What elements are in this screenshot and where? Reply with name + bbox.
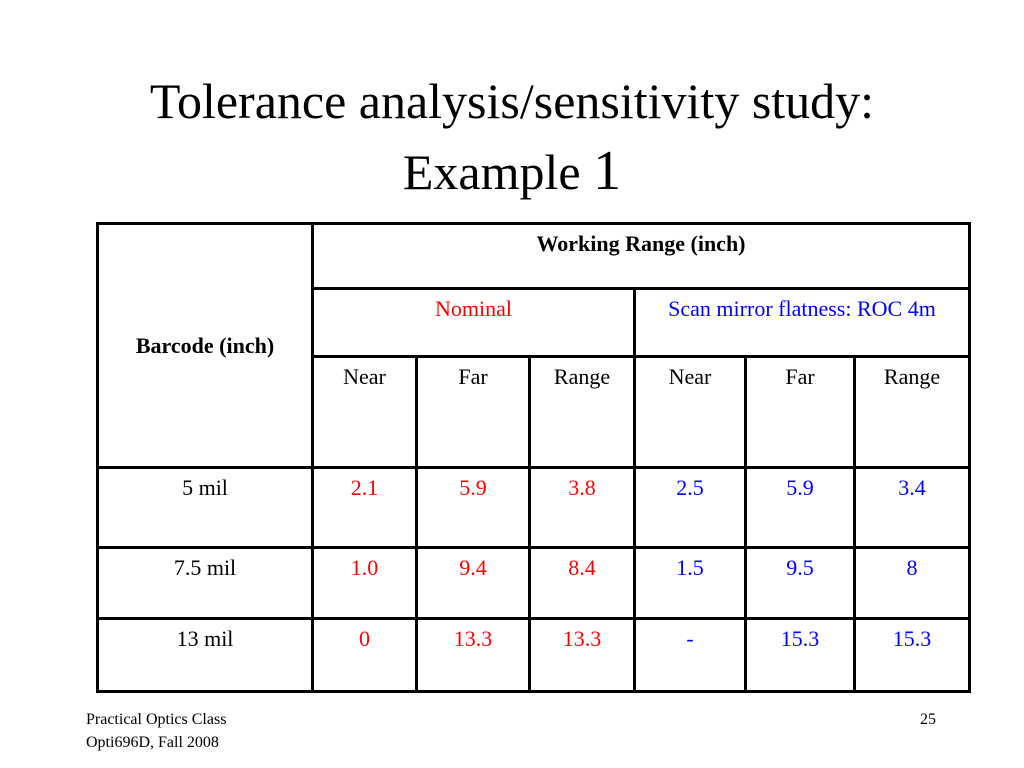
barcode-cell: 13 mil (98, 619, 313, 692)
scan-far-cell: 15.3 (746, 619, 855, 692)
nominal-near-cell: 1.0 (313, 548, 417, 619)
footer-line-2: Opti696D, Fall 2008 (86, 734, 219, 751)
nominal-far-cell: 9.4 (417, 548, 530, 619)
nominal-far-cell: 5.9 (417, 468, 530, 548)
col-header-nominal-far: Far (417, 357, 530, 468)
scan-range-cell: 8 (855, 548, 970, 619)
table-row (98, 548, 970, 619)
col-header-scan-far: Far (746, 357, 855, 468)
nominal-subheader: Nominal (313, 289, 635, 357)
table-row (98, 468, 970, 548)
nominal-near-cell: 0 (313, 619, 417, 692)
table-row (98, 619, 970, 692)
slide-title (0, 66, 1024, 207)
col-header-nominal-near: Near (313, 357, 417, 468)
title-line-2-number: 1 (593, 140, 622, 202)
col-header-nominal-range: Range (530, 357, 635, 468)
nominal-range-cell: 13.3 (530, 619, 635, 692)
scan-far-cell: 5.9 (746, 468, 855, 548)
barcode-header: Barcode (inch) (98, 224, 313, 468)
col-header-scan-near: Near (635, 357, 746, 468)
scan-range-cell: 3.4 (855, 468, 970, 548)
nominal-range-cell: 8.4 (530, 548, 635, 619)
nominal-range-cell: 3.8 (530, 468, 635, 548)
scan-far-cell: 9.5 (746, 548, 855, 619)
col-header-scan-range: Range (855, 357, 970, 468)
nominal-near-cell: 2.1 (313, 468, 417, 548)
barcode-cell: 7.5 mil (98, 548, 313, 619)
working-range-header: Working Range (inch) (313, 224, 970, 289)
scan-mirror-subheader: Scan mirror flatness: ROC 4m (635, 289, 970, 357)
footer-course-info (86, 708, 226, 754)
scan-range-cell: 15.3 (855, 619, 970, 692)
page-number: 25 (920, 711, 936, 728)
nominal-far-cell: 13.3 (417, 619, 530, 692)
tolerance-table (96, 222, 971, 693)
scan-near-cell: 2.5 (635, 468, 746, 548)
scan-near-cell: - (635, 619, 746, 692)
footer-line-1: Practical Optics Class (86, 711, 227, 728)
title-line-2-text: Example (402, 144, 594, 200)
title-line-1: Tolerance analysis/sensitivity study: (149, 73, 875, 129)
barcode-cell: 5 mil (98, 468, 313, 548)
title-line-2 (0, 136, 1024, 207)
scan-near-cell: 1.5 (635, 548, 746, 619)
